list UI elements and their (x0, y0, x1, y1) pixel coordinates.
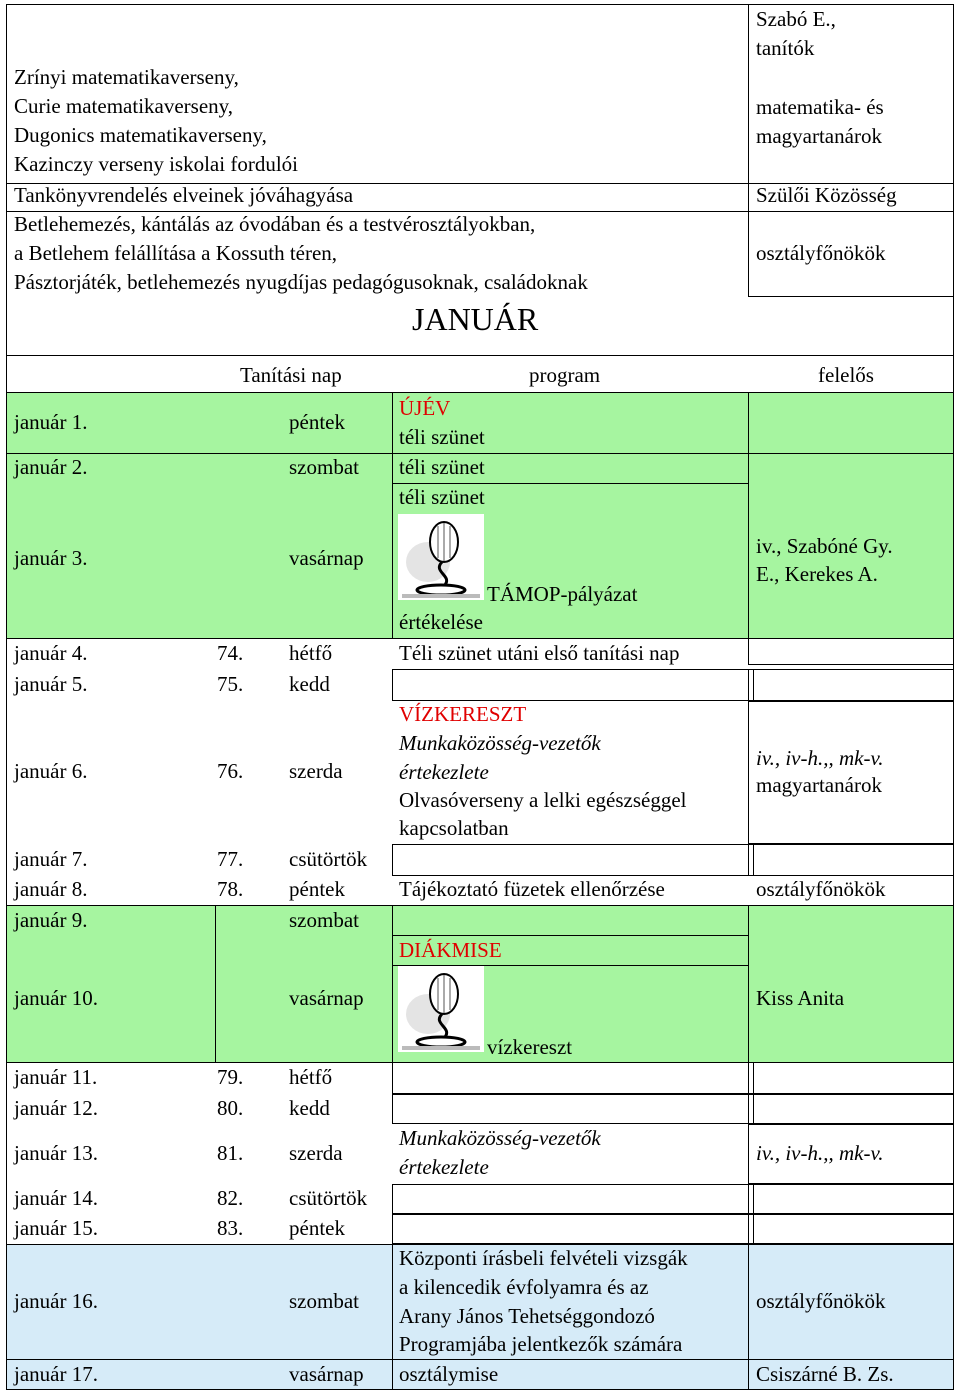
felelos-cell: iv., Szabóné Gy. (756, 534, 893, 558)
program-cell: a kilencedik évfolyamra és az (399, 1275, 649, 1299)
day-cell: szombat (289, 1289, 359, 1313)
date-cell: január 4. (14, 641, 88, 665)
felelos-cell: osztályfőnökök (756, 877, 886, 901)
program-line: Zrínyi matematikaverseny, (14, 65, 239, 89)
top-felelos-2: Szülői Közösség (756, 183, 897, 207)
day-cell: csütörtök (289, 847, 368, 871)
day-cell: kedd (289, 672, 330, 696)
day-cell: vasárnap (289, 546, 364, 570)
date-cell: január 16. (14, 1289, 98, 1313)
felelos-cell: iv., iv-h.,, mk-v. (756, 746, 884, 770)
program-holiday: ÚJÉV (399, 396, 451, 420)
program-cell: Tájékoztató füzetek ellenőrzése (399, 877, 665, 901)
program-holiday: VÍZKERESZT (399, 702, 527, 726)
microphone-logo-icon (398, 514, 484, 600)
day-cell: péntek (289, 410, 345, 434)
header-program: program (529, 363, 601, 387)
program-line: Kazinczy verseny iskolai fordulói (14, 152, 298, 176)
program-cell: téli szünet (399, 455, 485, 479)
program-line: Curie matematikaverseny, (14, 94, 234, 118)
felelos-line: magyartanárok (756, 124, 882, 148)
top-program-2: Tankönyvrendelés elveinek jóváhagyása (14, 183, 354, 207)
day-cell: szerda (289, 1141, 343, 1165)
school-day-number: 78. (217, 877, 244, 901)
date-cell: január 17. (14, 1362, 98, 1386)
school-day-number: 74. (217, 641, 244, 665)
program-cell: osztálymise (399, 1362, 499, 1386)
felelos-line: matematika- és (756, 95, 884, 119)
felelos-line: Szabó E., (756, 7, 836, 31)
month-title: JANUÁR (412, 301, 539, 337)
felelos-cell: magyartanárok (756, 773, 882, 797)
day-cell: szerda (289, 759, 343, 783)
top-program-3: Pásztorjáték, betlehemezés nyugdíjas pedagógusoknak, családoknak (14, 270, 588, 294)
program-cell: vízkereszt (487, 1035, 573, 1059)
program-cell: Munkaközösség-vezetők (399, 731, 601, 755)
date-cell: január 11. (14, 1065, 98, 1089)
date-cell: január 2. (14, 455, 88, 479)
school-day-number: 76. (217, 759, 244, 783)
school-day-number: 75. (217, 672, 244, 696)
program-holiday: DIÁKMISE (399, 938, 502, 962)
program-line: Dugonics matematikaverseny, (14, 123, 267, 147)
date-cell: január 3. (14, 546, 88, 570)
day-cell: vasárnap (289, 986, 364, 1010)
date-cell: január 13. (14, 1141, 98, 1165)
program-cell: Arany János Tehetséggondozó (399, 1304, 655, 1328)
school-day-number: 80. (217, 1096, 244, 1120)
day-cell: szombat (289, 455, 359, 479)
day-cell: hétfő (289, 1065, 333, 1089)
program-cell: értekezlete (399, 1155, 489, 1179)
school-day-number: 77. (217, 847, 244, 871)
top-felelos-3: osztályfőnökök (756, 241, 886, 265)
top-program-3: Betlehemezés, kántálás az óvodában és a testvérosztályokban, (14, 212, 536, 236)
felelos-cell: osztályfőnökök (756, 1289, 886, 1313)
microphone-logo-icon (398, 966, 484, 1052)
date-cell: január 9. (14, 908, 88, 932)
day-cell: péntek (289, 877, 345, 901)
date-cell: január 10. (14, 986, 98, 1010)
program-cell: Munkaközösség-vezetők (399, 1126, 601, 1150)
date-cell: január 14. (14, 1186, 98, 1210)
felelos-cell: iv., iv-h.,, mk-v. (756, 1141, 884, 1165)
top-program-3: a Betlehem felállítása a Kossuth téren, (14, 241, 338, 265)
day-cell: csütörtök (289, 1186, 368, 1210)
felelos-cell: E., Kerekes A. (756, 562, 878, 586)
felelos-line: tanítók (756, 36, 815, 60)
header-felelos: felelős (818, 363, 874, 387)
program-cell: Téli szünet utáni első tanítási nap (399, 641, 680, 665)
program-cell: értekezlete (399, 760, 489, 784)
program-cell: TÁMOP-pályázat (487, 582, 638, 606)
felelos-cell: Csiszárné B. Zs. (756, 1362, 894, 1386)
school-day-number: 82. (217, 1186, 244, 1210)
date-cell: január 15. (14, 1216, 98, 1240)
date-cell: január 12. (14, 1096, 98, 1120)
date-cell: január 5. (14, 672, 88, 696)
header-tanitasi-nap: Tanítási nap (240, 363, 342, 387)
school-day-number: 81. (217, 1141, 244, 1165)
date-cell: január 7. (14, 847, 88, 871)
date-cell: január 1. (14, 410, 88, 434)
day-cell: kedd (289, 1096, 330, 1120)
school-day-number: 79. (217, 1065, 244, 1089)
day-cell: szombat (289, 908, 359, 932)
program-cell: téli szünet (399, 425, 485, 449)
program-cell: Központi írásbeli felvételi vizsgák (399, 1246, 688, 1270)
program-cell: értékelése (399, 610, 483, 634)
felelos-cell: Kiss Anita (756, 986, 845, 1010)
program-cell: Programjába jelentkezők számára (399, 1332, 683, 1356)
program-cell: kapcsolatban (399, 816, 509, 840)
day-cell: vasárnap (289, 1362, 364, 1386)
day-cell: hétfő (289, 641, 333, 665)
program-cell: téli szünet (399, 485, 485, 509)
school-day-number: 83. (217, 1216, 244, 1240)
program-cell: Olvasóverseny a lelki egészséggel (399, 788, 687, 812)
day-cell: péntek (289, 1216, 345, 1240)
date-cell: január 6. (14, 759, 88, 783)
date-cell: január 8. (14, 877, 88, 901)
